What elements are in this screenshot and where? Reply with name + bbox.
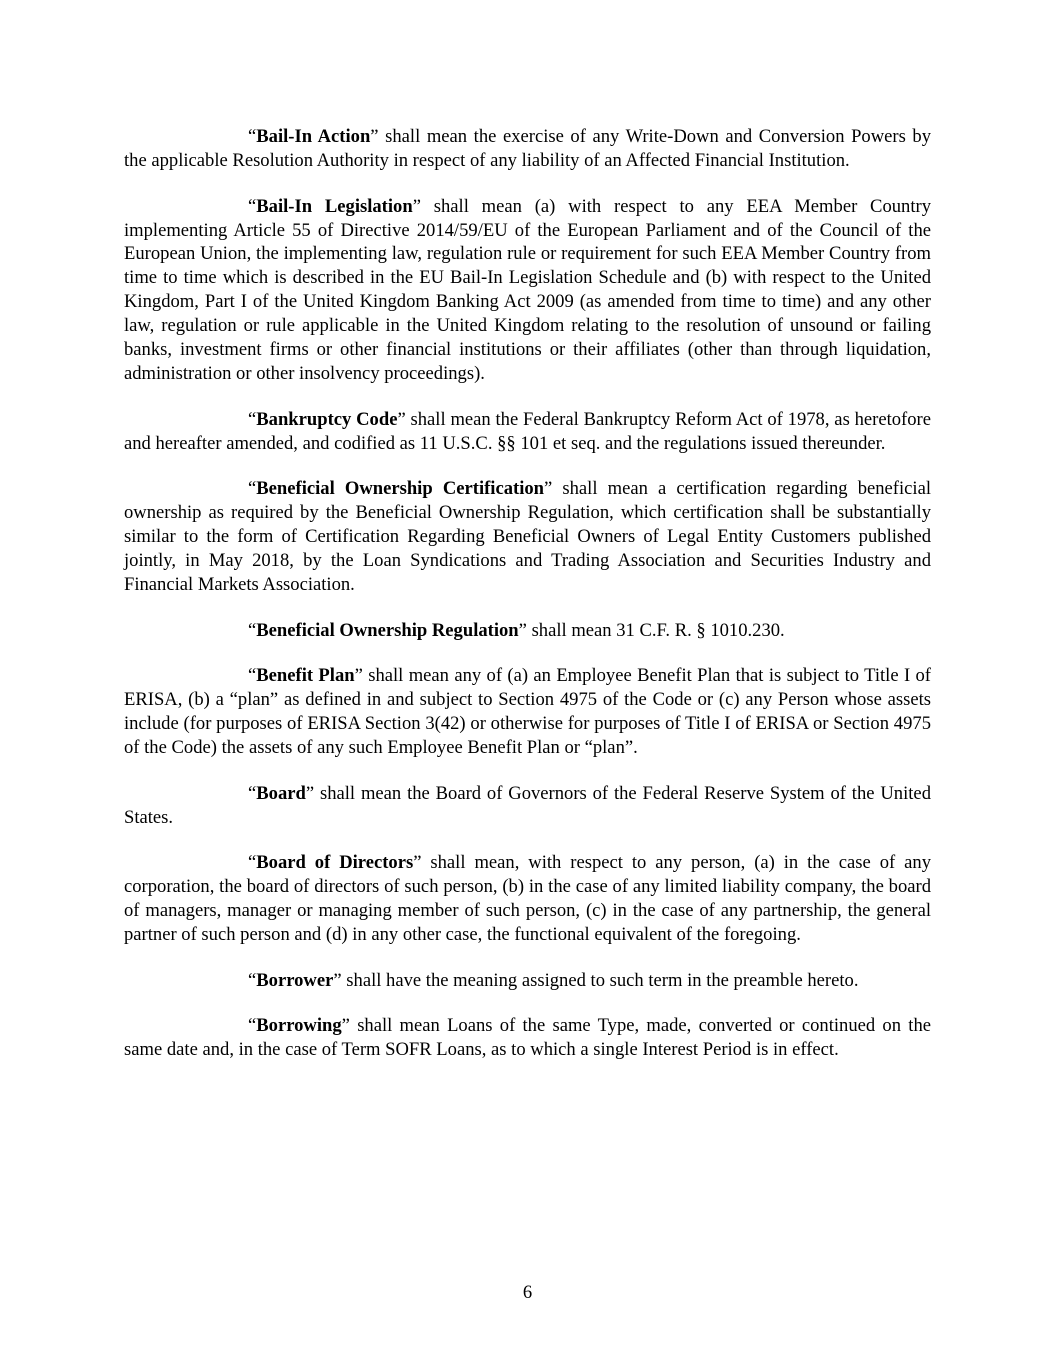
definition-borrowing: “Borrowing” shall mean Loans of the same Type, made, converted or continued on the same date and, in the case of Term SOFR Loans, as to which a single Interest Period is in effect. [124,1015,931,1061]
defined-term: Borrowing [256,1015,342,1037]
definition-board: “Board” shall mean the Board of Governors of the Federal Reserve System of the United States. [124,782,931,828]
definition-text: shall mean the Federal Bankruptcy Reform Act of 1978, as heretofore and hereafter amended, and codified as 11 U.S.C. §§ 101 et seq. and the regulations issued thereunder. [124,408,931,454]
defined-term: Beneficial Ownership Regulation [256,619,519,641]
definition-text: shall mean 31 C.F. R. § 1010.230. [526,619,785,641]
defined-term: Bail-In Action [256,126,371,147]
definition-beneficial-ownership-regulation: “Beneficial Ownership Regulation” shall mean 31 C.F. R. § 1010.230. [248,619,785,641]
definition-text: shall mean the Board of Governors of the Federal Reserve System of the United States. [124,782,931,828]
definition-bail-in-legislation: “Bail-In Legislation” shall mean (a) with respect to any EEA Member Country implementing Article 55 of Directive 2014/59/EU of the European Parliament and of the Council of the European Union, the implementing law, regulation rule or requirement for such EEA Member Country from time to time which is described in the EU Bail-In Legislation Schedule and (b) with respect to the United Kingdom, Part I of the United Kingdom Banking Act 2009 (as amended from time to time) and any other law, regulation or rule applicable in the United Kingdom relating to the resolution of unsound or failing banks, investment firms or other financial institutions or their affiliates (other than through liquidation, administration or other insolvency proceedings). [124,195,932,384]
defined-term: Bankruptcy Code [256,408,398,430]
definition-benefit-plan: “Benefit Plan” shall mean any of (a) an Employee Benefit Plan that is subject to Title I of ERISA, (b) a “plan” as defined in and subject to Section 4975 of the Code or (c) any Person whose assets include (for purposes of ERISA Section 3(42) or otherwise for purposes of Title I of ERISA or Section 4975 of the Code) the assets of any such Employee Benefit Plan or “plan”. [124,665,931,759]
definition-text: shall mean, with respect to any person, (a) in the case of any corporation, the board of directors of such person, (b) in the case of any limited liability company, the board of managers, manager or managing member of such person, (c) in the case of any partnership, the general partner of such person and (d) in any other case, the functional equivalent of the foregoing. [124,852,931,946]
defined-term: Benefit Plan [256,665,355,687]
definition-text: shall have the meaning assigned to such term in the preamble hereto. [341,969,859,991]
definition-board-of-directors: “Board of Directors” shall mean, with respect to any person, (a) in the case of any corporation, the board of directors of such person, (b) in the case of any limited liability company, the board of managers, manager or managing member of such person, (c) in the case of any partnership, the general partner of such person and (d) in any other case, the functional equivalent of the foregoing. [124,852,931,946]
definition-text: shall mean any of (a) an Employee Benefit Plan that is subject to Title I of ERISA, (b) a “plan” as defined in and subject to Section 4975 of the Code or (c) any Person whose assets include (for purposes of ERISA Section 3(42) or otherwise for purposes of Title I of ERISA or Section 4975 of the Code) the assets of any such Employee Benefit Plan or “plan”. [124,665,931,759]
definition-bail-in-action: “Bail-In Action” shall mean the exercise of any Write-Down and Conversion Powers by the applicable Resolution Authority in respect of any liability of an Affected Financial Institution. [124,126,931,171]
definition-bankruptcy-code: “Bankruptcy Code” shall mean the Federal Bankruptcy Reform Act of 1978, as heretofore and hereafter amended, and codified as 11 U.S.C. §§ 101 et seq. and the regulations issued thereunder. [124,408,931,454]
definitions-list [124,125,931,1084]
definition-text: shall mean a certification regarding beneficial ownership as required by the Beneficial Ownership Regulation, which certification shall be substantially similar to the form of Certification Regarding Beneficial Owners of Legal Entity Customers published jointly, in May 2018, by the Loan Syndications and Trading Association and Securities Industry and Financial Markets Association. [124,478,931,595]
definition-beneficial-ownership-certification: “Beneficial Ownership Certification” shall mean a certification regarding beneficial ownership as required by the Beneficial Ownership Regulation, which certification shall be substantially similar to the form of Certification Regarding Beneficial Owners of Legal Entity Customers published jointly, in May 2018, by the Loan Syndications and Trading Association and Securities Industry and Financial Markets Association. [124,478,931,595]
definition-text: shall mean (a) with respect to any EEA Member Country implementing Article 55 of Directive 2014/59/EU of the European Parliament and of the Council of the European Union, the implementing law, regulation rule or requirement for such EEA Member Country from time to time which is described in the EU Bail-In Legislation Schedule and (b) with respect to the United Kingdom, Part I of the United Kingdom Banking Act 2009 (as amended from time to time) and any other law, regulation or rule applicable in the United Kingdom relating to the resolution of unsound or failing banks, investment firms or other financial institutions or their affiliates (other than through liquidation, administration or other insolvency proceedings). [124,195,932,384]
defined-term: Board [256,782,306,804]
defined-term: Borrower [256,969,334,991]
definition-borrower: “Borrower” shall have the meaning assigned to such term in the preamble hereto. [248,969,859,991]
defined-term: Beneficial Ownership Certification [256,478,545,500]
page-number: 6 [522,1282,533,1303]
definition-text: shall mean the exercise of any Write-Down and Conversion Powers by the applicable Resolution Authority in respect of any liability of an Affected Financial Institution. [124,126,931,171]
defined-term: Board of Directors [256,852,414,874]
definition-text: shall mean Loans of the same Type, made, converted or continued on the same date and, in the case of Term SOFR Loans, as to which a single Interest Period is in effect. [124,1015,931,1061]
defined-term: Bail-In Legislation [256,195,413,217]
